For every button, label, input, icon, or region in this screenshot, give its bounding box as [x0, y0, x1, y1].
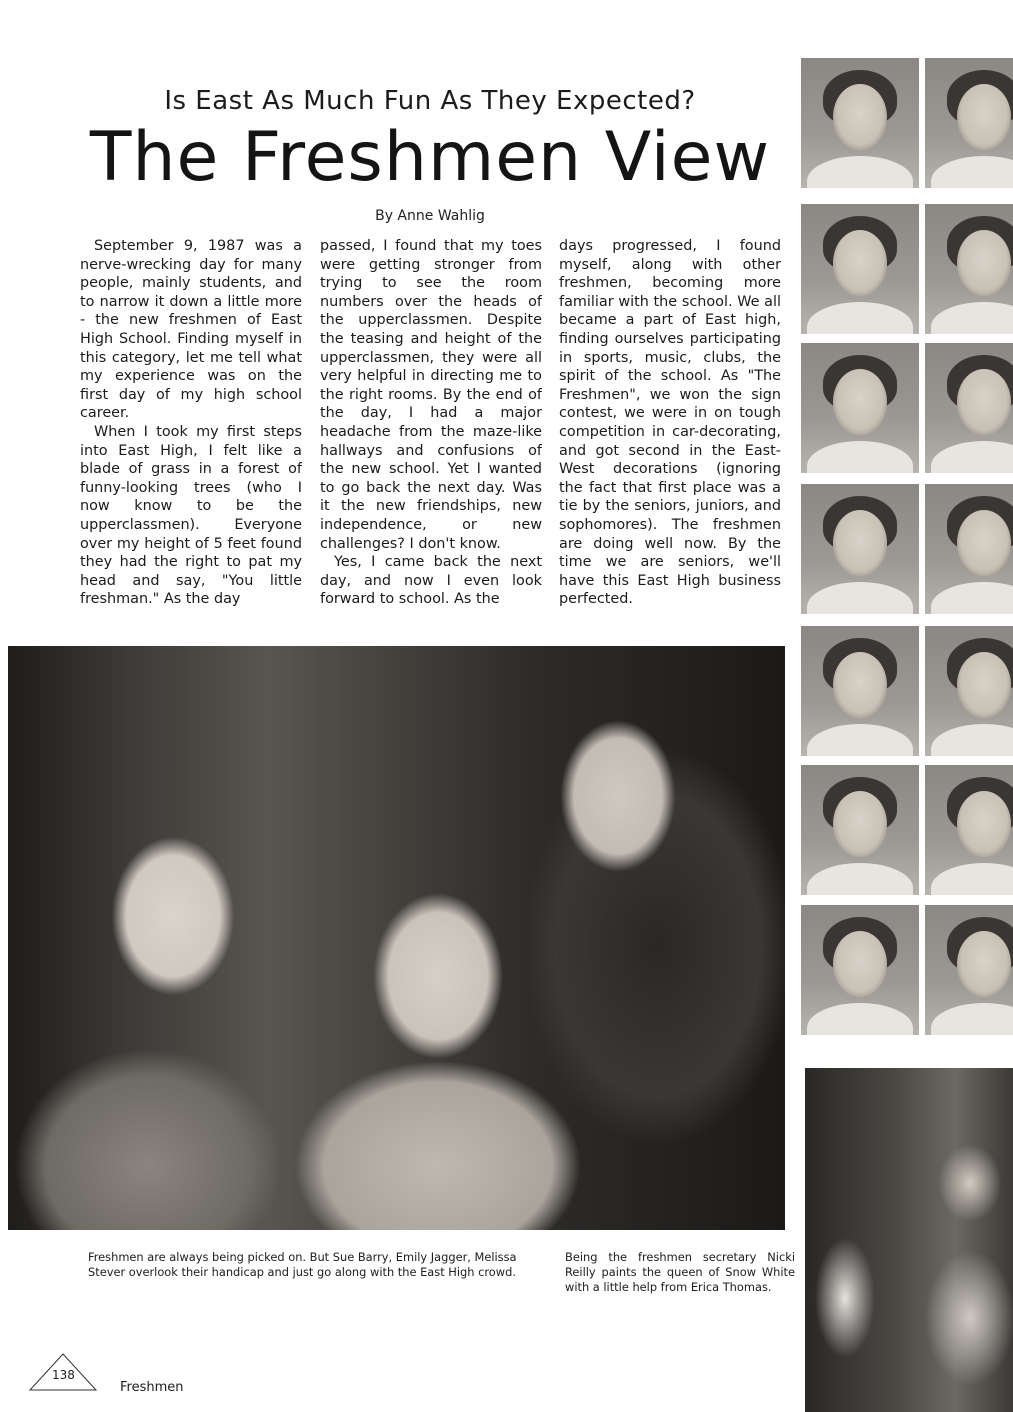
portrait-photo [801, 484, 919, 614]
main-photo-caption: Freshmen are always being picked on. But Sue Barry, Emily Jagger, Melissa Stever overlook their handicap and just go along with the East High crowd. [88, 1250, 517, 1279]
paragraph: When I took my first steps into East High, I felt like a blade of grass in a forest of funny-looking trees (who I now know to be the upperclassmen). Everyone over my height of 5 feet found they had the right to pat my head and say, "You little freshman." As the day [80, 423, 302, 608]
portrait-photo [801, 626, 919, 756]
portrait-photo [925, 484, 1013, 614]
article-byline: By Anne Wahlig [375, 208, 485, 224]
portrait-photo [925, 765, 1013, 895]
secondary-photo [805, 1068, 1013, 1412]
portrait-photo [925, 626, 1013, 756]
portrait-photo [801, 343, 919, 473]
page-number: 138 [52, 1368, 75, 1382]
paragraph: days progressed, I found myself, along with other freshmen, becoming more familiar with the school. We all became a part of East high, finding ourselves participating in sports, music, clubs, the spirit of the school. As "The Freshmen", we won the sign contest, we were in on tough competition in car-decorating, and got second in the East-West decorations (ignoring the fact that first place was a tie by the seniors, juniors, and sophomores). The freshmen are doing well now. By the time we are seniors, we'll have this East High business perfected. [559, 238, 781, 608]
main-photo [8, 646, 785, 1230]
article-column-3 [559, 237, 781, 632]
portrait-photo [801, 204, 919, 334]
portrait-photo [801, 905, 919, 1035]
portrait-photo [801, 765, 919, 895]
portrait-photo [925, 905, 1013, 1035]
paragraph: Yes, I came back the next day, and now I even look forward to school. As the [320, 554, 542, 608]
paragraph: passed, I found that my toes were getting stronger from trying to see the room numbers over the heads of the upperclassmen. Despite the teasing and height of the upperclassmen, they were all very helpful in directing me to the right rooms. By the end of the day, I had a major headache from the maze-like hallways and confusions of the new school. Yet I wanted to go back the next day. Was it the new friendships, new independence, or new challenges? I don't know. [320, 238, 542, 552]
portrait-photo [925, 204, 1013, 334]
article-column-2 [320, 237, 542, 632]
section-label: Freshmen [120, 1380, 184, 1395]
secondary-photo-caption: Being the freshmen secretary Nicki Reilly paints the queen of Snow White with a little help from Erica Thomas. [565, 1250, 795, 1294]
portrait-photo [925, 58, 1013, 188]
article-column-1 [80, 237, 302, 632]
paragraph: September 9, 1987 was a nerve-wrecking day for many people, mainly students, and to narrow it down a little more - the new freshmen of East High School. Finding myself in this category, let me tell what my experience was on the first day of my high school career. [80, 238, 302, 422]
portrait-photo [801, 58, 919, 188]
article-title: The Freshmen View [89, 118, 771, 197]
portrait-photo [925, 343, 1013, 473]
article-kicker: Is East As Much Fun As They Expected? [164, 86, 696, 116]
